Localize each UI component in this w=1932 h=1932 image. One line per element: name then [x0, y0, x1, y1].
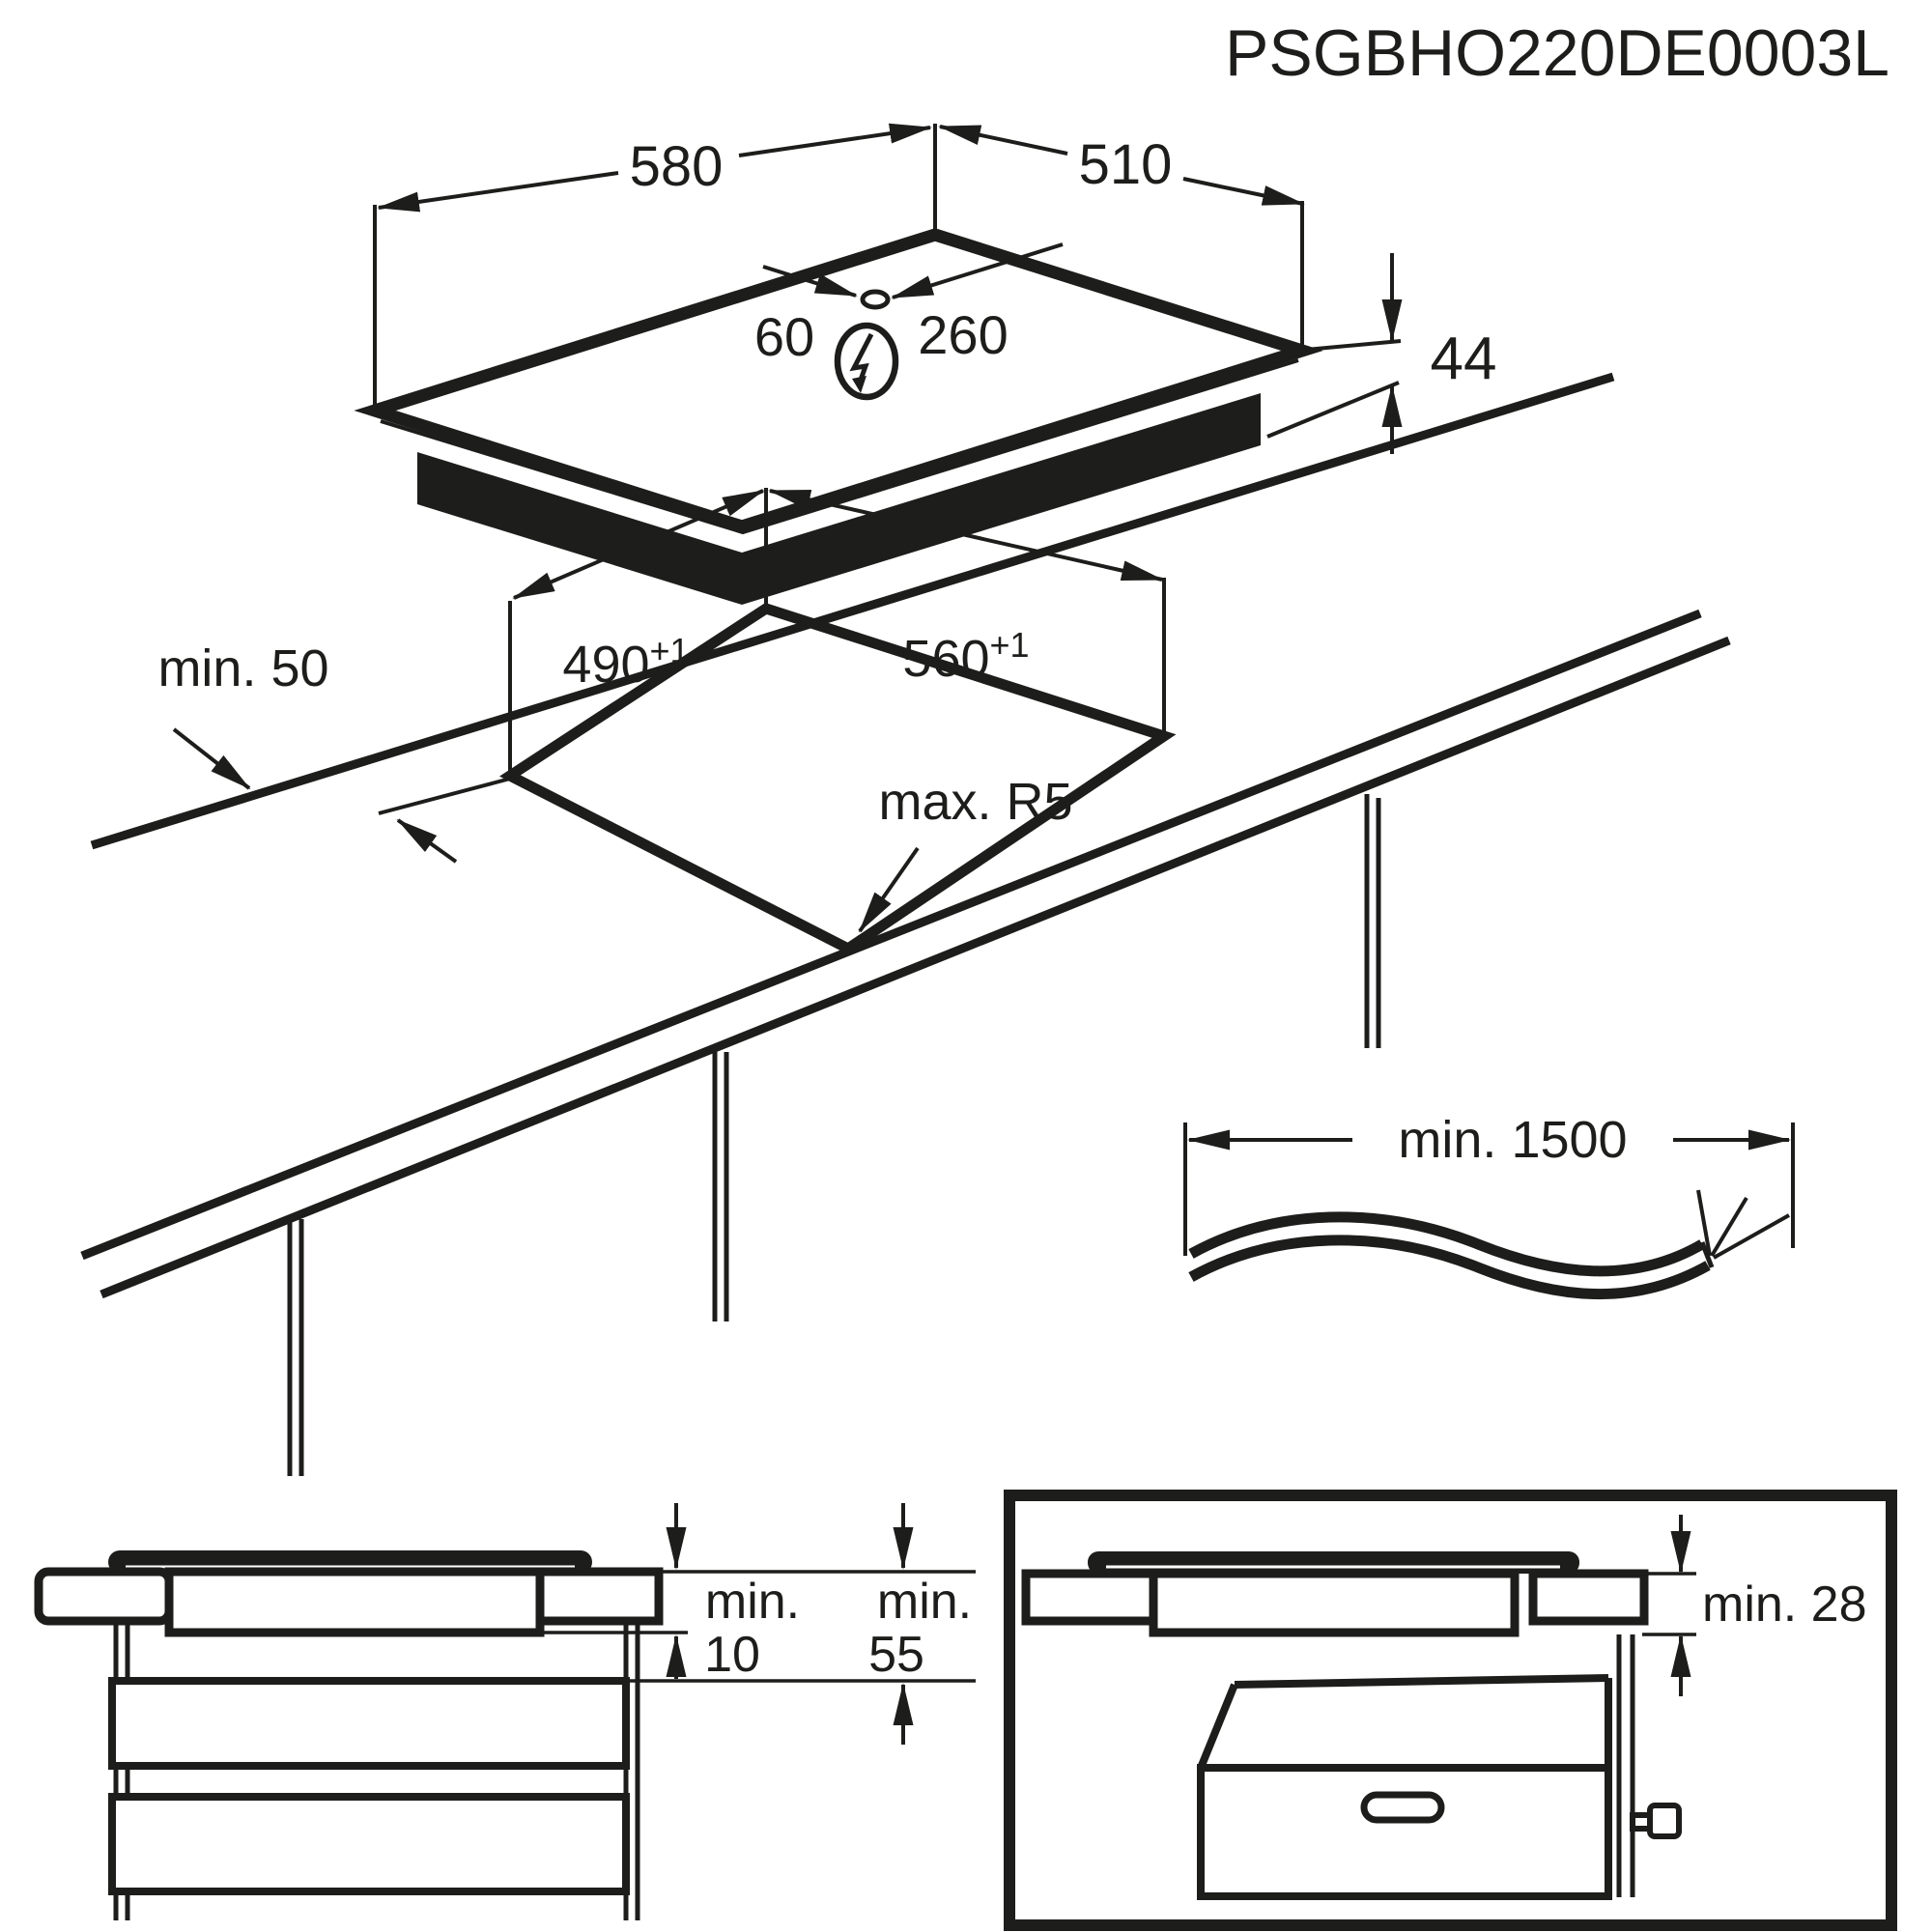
electric-connection-icon — [838, 326, 895, 397]
dim-260-label: 260 — [918, 304, 1009, 365]
worktop-legs — [290, 794, 1378, 1476]
oven-handle — [1364, 1795, 1441, 1820]
side-view-drawers — [39, 1503, 976, 1920]
drawer-upper — [112, 1681, 626, 1766]
dim-580-line-right — [739, 128, 930, 156]
dim-10-value: 10 — [704, 1627, 760, 1683]
oven — [1201, 1678, 1679, 1896]
dim-55-min-label: min. — [876, 1574, 973, 1630]
dim-60-label: 60 — [753, 306, 815, 367]
oven-knob — [1633, 1805, 1679, 1836]
oven-installation-view — [1009, 1495, 1891, 1925]
dim-min50-arrow-1 — [174, 729, 249, 788]
cable-gland — [863, 292, 888, 307]
ext-line-44-top — [1306, 341, 1401, 350]
drawer-lower — [112, 1797, 626, 1891]
dim-510-label: 510 — [1078, 133, 1173, 196]
worktop-section-right2 — [1533, 1574, 1644, 1621]
dim-55-value: 55 — [868, 1627, 924, 1683]
drawing-code: PSGBHO220DE0003L — [1225, 16, 1889, 90]
worktop-section-left2 — [1026, 1574, 1153, 1621]
worktop-section-right — [540, 1572, 659, 1621]
dim-490-label: $490^{+1}$ — [562, 631, 690, 694]
dim-min50-label: min. 50 — [157, 639, 329, 697]
cable-stripped-wires — [1698, 1190, 1789, 1258]
dim-510-line-right — [1183, 179, 1303, 204]
dim-28-label: min. 28 — [1702, 1577, 1867, 1633]
hob-body-tub — [169, 1572, 540, 1633]
dim-580-label: 580 — [629, 135, 724, 198]
dim-10-min-label: min. — [704, 1574, 801, 1630]
dim-560-label: $560^{+1}$ — [902, 625, 1030, 688]
dim-44-label: 44 — [1430, 326, 1497, 392]
dim-min50-arrow-2 — [398, 820, 456, 862]
worktop-front-bottom-edge — [101, 640, 1729, 1294]
mains-cable-view — [1185, 1111, 1793, 1294]
ext-line-44-bottom — [1267, 383, 1399, 437]
cabinet-wall-right — [1619, 1634, 1633, 1897]
dim-510-line-left — [940, 127, 1067, 154]
ext-line-min50 — [379, 779, 510, 813]
hob-isometric-view — [375, 124, 1496, 605]
hob-body-tub2 — [1153, 1574, 1515, 1633]
worktop-section-left — [39, 1572, 169, 1621]
dim-580-line-left — [379, 173, 618, 208]
dim-1500-label: min. 1500 — [1398, 1111, 1628, 1169]
dim-r5-label: max. R5 — [878, 773, 1073, 831]
